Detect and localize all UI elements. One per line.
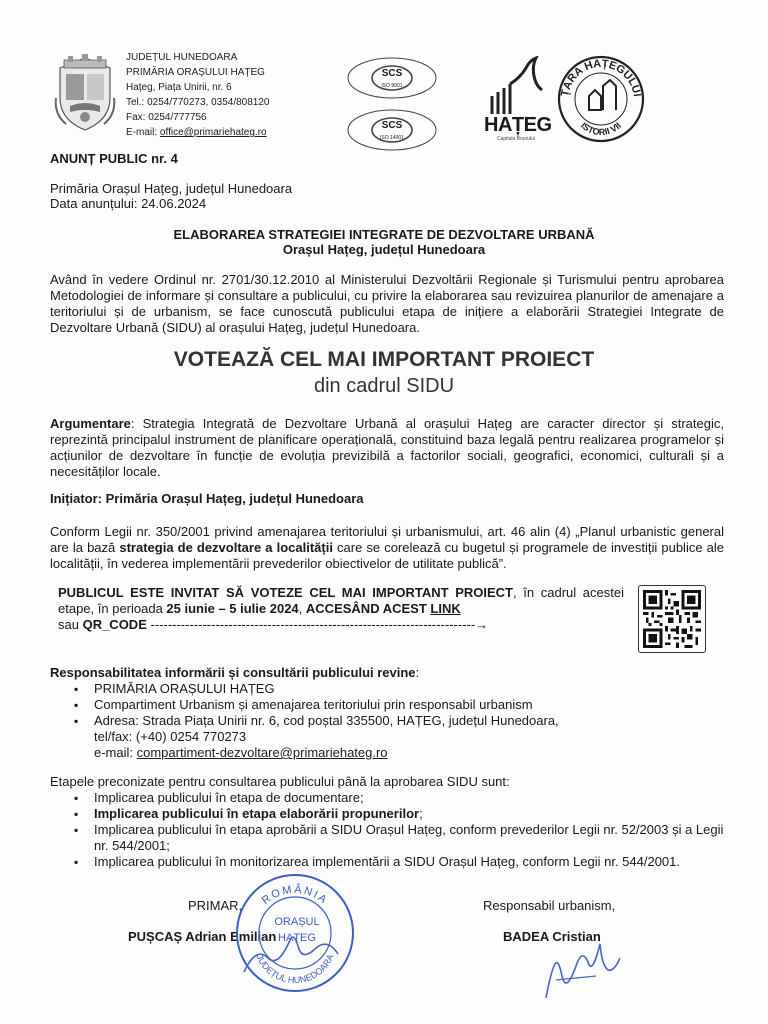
law-paragraph [50,524,724,572]
stages-list [50,790,740,870]
announcement-number: ANUNȚ PUBLIC nr. 4 [50,151,178,166]
mayor-name: PUȘCAȘ Adrian Emilian [128,929,277,944]
argument-text: : Strategia Integrată de Dezvoltare Urbană al orașului Hațeg are caracter director și strategic, reprezintă principalul instrument de planificare operațională, constituind baza legală pentru realizarea programelor și acțiunilor de dezvoltare în funcție de evoluția previzibilă a factorilor sociali, geografici, economici, culturali și a necesităților locale. [50,416,724,479]
brand-name: HAȚEG [484,114,552,136]
responsibility-colon: : [415,665,420,680]
scs-iso14001-logo [346,108,438,152]
stage-2-text: Implicarea publicului în etapa elaborării propunerilor [94,806,420,821]
list-item: ▪ Adresa: Strada Piața Unirii nr. 6, cod poștal 335500, HAȚEG, județul Hunedoara, [50,713,730,729]
stamp-top-text: ROMÂNIA [259,883,331,908]
list-item: ▪ Implicarea publicului în etapa de documentare; [50,790,740,806]
scs-iso9001-logo [346,56,438,100]
law-text-2: care se corelează cu bugetul și programele de investiții publice ale localității, în vederea implementării prevederilor obiectivelor de utilitate publică”. [50,540,724,571]
header-county: JUDEȚUL HUNEDOARA [126,52,238,63]
subject-subtitle: Orașul Hațeg, județul Hunedoara [282,242,486,257]
responsibility-email-label: e-mail: [94,745,137,760]
subject-title: ELABORAREA STRATEGIEI INTEGRATE DE DEZVOLTARE URBANĂ [173,227,595,242]
scs-logo-1-text: SCS [381,68,403,79]
header-email-label: E-mail: [126,127,160,138]
scs-logo-2-sub: ISO 14001 [380,135,404,141]
stage-2-suffix: ; [419,806,423,821]
mayor-signature [238,928,348,988]
qr-arrow: ---------------------------------------------------------------------------→ [150,617,489,632]
header-institution: PRIMĂRIA ORAȘULUI HAȚEG [126,67,265,78]
initiator: Inițiator: Primăria Orașul Hațeg, județul Hunedoara [50,491,364,506]
argument-paragraph [50,416,724,480]
responsibility-title-line [50,665,419,681]
header-phone: Tel.: 0254/770273, 0354/808120 [126,97,270,108]
svg-text:ISTORII VII [579,120,623,137]
responsibility-telfax: tel/fax: (+40) 0254 770273 [94,729,247,744]
responsibility-title: Responsabilitatea informării și consultării publicului revine [50,665,416,680]
header-block [126,50,269,140]
law-text-1: Conform Legii nr. 350/2001 privind amenajarea teritoriului și urbanismului, art. 46 alin (4) „Planul urbanistic general are la bază [50,524,724,555]
qr-prefix: sau [58,617,83,632]
svg-text:ROMÂNIA [260,883,331,907]
tara-logo-bottom-text: ISTORII VII [578,120,624,138]
header-email-line [126,125,269,140]
argument-label: Argumentare [50,416,131,431]
qr-code[interactable] [638,585,706,653]
intro-paragraph: Având în vedere Ordinul nr. 2701/30.12.2010 al Ministerului Dezvoltării Regionale și Turismului pentru aprobarea Metodologiei de informare și consultare a publicului, cu privire la elaborarea sau revizuirea planurilor de amenajare a teritoriului și de urbanism, se face cunoscută publicului etapa de inițiere a elaborării Strategiei Integrate de Dezvoltare Urbană (SIDU) al orașului Hațeg, județul Hunedoara. [50,272,724,335]
list-item: ▪ Compartiment Urbanism și amenajarea teritoriului prin responsabil urbanism [50,697,730,713]
responsibility-email-link[interactable]: compartiment-dezvoltare@primariehateg.ro [136,745,388,760]
header-fax: Fax: 0254/777756 [126,112,207,123]
headline-title: VOTEAZĂ CEL MAI IMPORTANT PROIECT [173,348,595,371]
vote-period: 25 iunie – 5 iulie 2024 [166,601,299,616]
tara-logo-top-text: ȚARA HAȚEGULUI [559,57,643,98]
svg-text:ȚARA HAȚEGULUI [559,58,643,98]
responsibility-list [50,681,730,729]
announcement-issuer: Primăria Orașul Hațeg, județul Hunedoara [50,181,293,196]
hateg-brand-logo [484,56,552,148]
list-item [50,806,740,822]
mayor-role: PRIMAR, [188,898,243,913]
vote-text-1: , în cadrul acestei etape, în perioada [58,585,624,616]
vote-call: PUBLICUL ESTE INVITAT SĂ VOTEZE CEL MAI IMPORTANT PROIECT [58,585,513,600]
urbanism-name: BADEA Cristian [503,929,601,944]
vote-text-2: , [298,601,306,616]
stamp-bottom-text: JUDEȚUL HUNEDOARA [254,952,336,986]
qr-line [58,617,488,633]
brand-sub: Capitala Bourului [496,136,536,142]
coat-of-arms [54,54,116,134]
responsibility-email-line [94,745,388,761]
scs-logo-1-sub: ISO 9001 [381,83,403,89]
law-text-bold: strategia de dezvoltare a localității [119,540,333,555]
list-item: ▪ PRIMĂRIA ORAȘULUI HAȚEG [50,681,730,697]
header-address: Hațeg, Piața Unirii, nr. 6 [126,82,232,93]
header-email-link[interactable]: office@primariehateg.ro [159,127,267,138]
stamp-middle-1: ORAȘUL [274,916,320,928]
vote-link[interactable]: LINK [430,601,461,616]
urbanism-role: Responsabil urbanism, [483,898,616,913]
vote-link-label: ACCESÂND ACEST [305,601,431,616]
list-item: ▪ Implicarea publicului în monitorizarea implementării a SIDU Orașul Hațeg, conform Legii nr. 544/2001. [50,854,740,870]
scs-logo-2-text: SCS [381,120,403,131]
tara-hategului-logo [556,52,646,144]
urbanism-signature [536,936,626,1006]
stamp-middle-2: HAȚEG [278,932,316,944]
headline-subtitle: din cadrul SIDU [313,375,455,397]
qr-label: QR_CODE [82,617,147,632]
announcement-date: Data anunțului: 24.06.2024 [50,196,207,211]
vote-paragraph [58,585,624,617]
stages-intro: Etapele preconizate pentru consultarea publicului până la aprobarea SIDU sunt: [50,774,510,789]
list-item: ▪ Implicarea publicului în etapa aprobării a SIDU Orașul Hațeg, conform prevederilor Legii nr. 52/2003 și a Legii nr. 544/2001; [50,822,740,854]
